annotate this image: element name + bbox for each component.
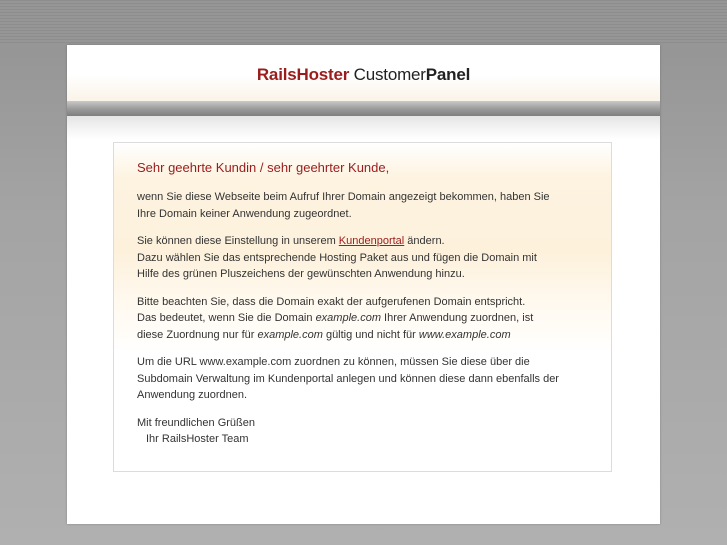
text: Das bedeutet, wenn Sie die Domain	[137, 312, 316, 324]
header	[67, 45, 660, 101]
text: diese Zuordnung nur für	[137, 328, 258, 341]
paragraph-2	[137, 233, 597, 283]
logo-brand: RailsHoster	[256, 65, 350, 84]
paragraph-4	[137, 354, 597, 404]
logo	[67, 65, 660, 85]
logo-panel: Panel	[425, 65, 471, 84]
background-stripes	[0, 0, 727, 45]
page-container	[67, 45, 660, 524]
message-content	[137, 160, 597, 448]
paragraph-3-line-2	[137, 310, 597, 327]
domain-example: example.com	[315, 312, 381, 324]
paragraph-1	[137, 189, 597, 222]
paragraph-1-line-1: wenn Sie diese Webseite beim Aufruf Ihrer Domain angezeigt bekommen, haben Sie	[137, 191, 550, 203]
paragraph-1-line-2: Ihre Domain keiner Anwendung zugeordnet.	[137, 207, 352, 220]
greeting: Sehr geehrte Kundin / sehr geehrter Kunde,	[137, 160, 390, 175]
message-card	[113, 142, 612, 472]
kundenportal-link[interactable]: Kundenportal	[338, 235, 405, 247]
text-pre-link: Sie können diese Einstellung in unserem	[137, 235, 339, 247]
paragraph-2-line-3: Hilfe des grünen Pluszeichens der gewünschten Anwendung hinzu.	[137, 268, 465, 280]
logo-customer: Customer	[353, 65, 426, 84]
closing: Mit freundlichen Grüßen	[137, 416, 255, 429]
header-subbar	[67, 116, 660, 140]
paragraph-4-line-1: Um die URL www.example.com zuordnen zu können, müssen Sie diese über die	[137, 356, 530, 368]
signature-block	[137, 415, 597, 448]
paragraph-3-line-3	[137, 327, 597, 344]
domain-www-example: www.example.com	[418, 328, 511, 341]
header-bar	[67, 101, 660, 116]
paragraph-2-line-2: Dazu wählen Sie das entsprechende Hosting Paket aus und fügen die Domain mit	[137, 251, 537, 264]
paragraph-3	[137, 294, 597, 344]
paragraph-4-line-3: Anwendung zuordnen.	[137, 389, 248, 401]
text: gültig und nicht für	[322, 328, 419, 341]
signature: Ihr RailsHoster Team	[146, 433, 249, 445]
domain-example: example.com	[257, 328, 323, 341]
paragraph-3-line-1: Bitte beachten Sie, dass die Domain exakt der aufgerufenen Domain entspricht.	[137, 295, 526, 308]
paragraph-4-line-2: Subdomain Verwaltung im Kundenportal anlegen und können diese dann ebenfalls der	[137, 372, 559, 385]
paragraph-2-line-1	[137, 233, 597, 250]
text-post-link: ändern.	[404, 235, 445, 247]
text: Ihrer Anwendung zuordnen, ist	[380, 312, 534, 324]
